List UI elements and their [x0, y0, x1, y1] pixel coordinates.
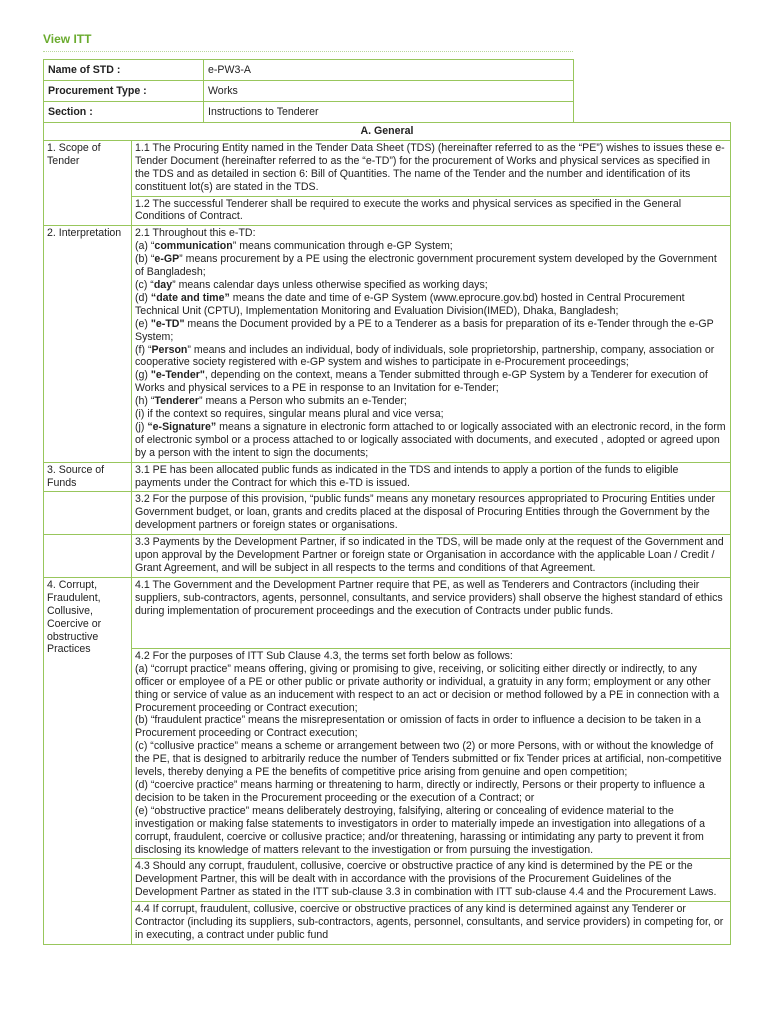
clause-text: 1.1 The Procuring Entity named in the Tender Data Sheet (TDS) (hereinafter referred to as the “PE”) wishes to issues these e- Tender Document (hereinafter referred to as the “e-TD”) for the procurement of Works and physical services as specified in the TDS and as detailed in section 6: Bill of Quantities. The name of the Tender and the number and identification of its constituent lot(s) are stated in the TDS.: [132, 140, 731, 196]
definition-text: means the Document provided by a PE to a Tenderer as a basis for preparation of its e-Tender through the e-GP System;: [135, 317, 714, 343]
subclause-line: (b) “fraudulent practice” means the misrepresentation or omission of facts in order to influence a decision to be taken in a Procurement proceeding or Contract execution;: [135, 714, 701, 740]
clause-text: 3.1 PE has been allocated public funds as indicated in the TDS and intends to apply a portion of the funds to eligible payments under the Contract for which this e-TD is issued.: [132, 462, 731, 492]
definition-item: [135, 369, 727, 395]
table-row: [44, 196, 731, 226]
definition-text: ” means and includes an individual, body of individuals, sole proprietorship, partnership, company, association or cooperative society registered with e-GP system and wishes to participate in e-Procurement proceedings;: [135, 343, 715, 369]
clause-text: 4.4 If corrupt, fraudulent, collusive, coercive or obstructive practices of any kind is determined against any Tenderer or Contractor (including its suppliers, sub-contractors, agents, personnel, consultants, and service providers) in competing for, or in executing, a contract under public fund: [132, 902, 731, 945]
std-name-label: Name of STD :: [44, 60, 204, 81]
clause-label: 3. Source of Funds: [44, 462, 132, 492]
definition-text: ” means procurement by a PE using the electronic government procurement system developed by the Government of Bangladesh;: [135, 253, 717, 279]
subclause-line: (e) “obstructive practice” means deliberately destroying, falsifying, altering or concealing of evidence material to the investigation or making false statements to investigators in order to materially impede an investigation into allegations of a corrupt, fraudulent, coercive or collusive practice; and/or threatening, harassing or intimidating any party to prevent it from disclosing its knowledge of matters relevant to the investigation or from pursuing the investigation.: [135, 804, 706, 856]
definition-term: “e-Signature”: [147, 420, 217, 433]
empty-cell: [44, 492, 132, 535]
definition-text: (g): [135, 369, 151, 382]
clause-text: 3.3 Payments by the Development Partner, if so indicated in the TDS, will be made only at the request of the Government and upon approval by the Development Partner or foreign state or Organisation in accordance with the applicable Loan / Credit / Grant Agreement, and will be subject in all respects to the terms and conditions of that Agreement.: [132, 535, 731, 578]
definition-text: (c) “: [135, 278, 154, 291]
subclause-line: 4.2 For the purposes of ITT Sub Clause 4.3, the terms set forth below as follows:: [135, 649, 513, 662]
std-name-value: e-PW3-A: [204, 60, 574, 81]
clause-label: 1. Scope of Tender: [44, 140, 132, 225]
section-heading: A. General: [44, 123, 731, 141]
definition-text: ” means calendar days unless otherwise specified as working days;: [172, 278, 488, 291]
std-info-table: [43, 59, 574, 123]
definition-term: Tenderer: [154, 395, 199, 408]
subclause-line: (d) “coercive practice” means harming or threatening to harm, directly or indirectly, Persons or their property to influence a decision to be taken in the Procurement proceeding or the execution of a Contract; or: [135, 778, 705, 804]
table-row: [44, 462, 731, 492]
definition-item: [135, 253, 727, 279]
definition-term: e-GP: [154, 253, 180, 266]
definition-term: “date and time”: [150, 291, 230, 304]
definition-text: means the date and time of e-GP System (www.eprocure.gov.bd) hosted in Central Procurement Technical Unit (CPTU), Implementation Monitoring and Evaluation Division(IMED), Dhaka, Bangladesh;: [135, 291, 685, 317]
table-row: [44, 140, 731, 196]
definition-text: (h) “: [135, 395, 155, 408]
itt-table: [43, 122, 731, 945]
divider: [43, 51, 573, 52]
definition-text: ” means a Person who submits an e-Tender;: [198, 395, 407, 408]
section-label: Section :: [44, 102, 204, 123]
definition-item: [135, 408, 727, 421]
table-row: [44, 102, 574, 123]
definition-term: day: [153, 278, 173, 291]
definition-term: "e-TD": [150, 317, 185, 330]
section-value: Instructions to Tenderer: [204, 102, 574, 123]
definition-item: [135, 421, 727, 460]
table-row: [44, 492, 731, 535]
clause-text: [132, 226, 731, 462]
definition-list: [135, 240, 727, 459]
definition-text: means a signature in electronic form attached to or logically associated with an electronic record, in the form of electronic symbol or a process attached to or logically associated with documents, and executed , adopted or agreed upon by a person with the intent to sign the documents;: [135, 420, 726, 459]
clause-text: [132, 648, 731, 859]
definition-term: Person: [151, 343, 188, 356]
definition-text: , depending on the context, means a Tender submitted through e-GP System by a Tenderer for execution of Works and physical services to a PE in response to an Invitation for e-Tender;: [135, 369, 708, 395]
definition-text: (j): [135, 420, 148, 433]
page-title: View ITT: [43, 32, 92, 46]
empty-cell: [44, 535, 132, 578]
table-row: [44, 577, 731, 648]
subclause-line: (a) “corrupt practice” means offering, giving or promising to give, receiving, or soliciting either directly or indirectly, to any officer or employee of a PE or other public or private authority or individual, a gratuity in any form; employment or any other thing or service of value as an inducement with respect to an act or decision or method followed by a PE in connection with a Procurement proceeding or Contract execution;: [135, 662, 720, 714]
definition-term: communication: [154, 240, 233, 253]
definition-text: (f) “: [135, 343, 152, 356]
clause-text: 4.3 Should any corrupt, fraudulent, collusive, coercive or obstructive practice of any kind is determined by the PE or the Development Partner, this will be dealt with in accordance with the provisions of the Procurement Guidelines of the Development Partner as stated in the ITT sub-clause 3.3 in combination with ITT sub-clause 4.4 and the Procurement Laws.: [132, 859, 731, 902]
table-row: [44, 648, 731, 859]
subclause-line: (c) “collusive practice” means a scheme or arrangement between two (2) or more Persons, with or without the knowledge of the PE, that is designed to arbitrarily reduce the number of Tenders submitted or fix Tender prices at artificial, non-competitive levels, thereby denying a PE the benefits of competitive price arising from genuine and open competition;: [135, 740, 722, 779]
definition-term: "e-Tender": [150, 369, 205, 382]
definition-item: [135, 279, 727, 292]
clause-label: 4. Corrupt, Fraudulent, Collusive, Coercive or obstructive Practices: [44, 577, 132, 944]
table-row: [44, 81, 574, 102]
definition-text: (d): [135, 291, 151, 304]
table-row: [44, 859, 731, 902]
definition-item: [135, 240, 727, 253]
definition-item: [135, 395, 727, 408]
definition-item: [135, 344, 727, 370]
definition-text: (e): [135, 317, 151, 330]
definition-text: (i) if the context so requires, singular means plural and vice versa;: [135, 408, 444, 421]
table-row: [44, 123, 731, 141]
definition-intro: 2.1 Throughout this e-TD:: [135, 227, 256, 240]
procurement-type-value: Works: [204, 81, 574, 102]
definition-text: (b) “: [135, 253, 155, 266]
table-row: [44, 902, 731, 945]
definition-text: (a) “: [135, 240, 155, 253]
clause-label: 2. Interpretation: [44, 226, 132, 462]
definition-item: [135, 292, 727, 318]
definition-item: [135, 318, 727, 344]
clause-text: 1.2 The successful Tenderer shall be required to execute the works and physical services as specified in the General Conditions of Contract.: [132, 196, 731, 226]
table-row: [44, 226, 731, 462]
procurement-type-label: Procurement Type :: [44, 81, 204, 102]
clause-text: 4.1 The Government and the Development Partner require that PE, as well as Tenderers and Contractors (including their suppliers, sub-contractors, agents, personnel, consultants, and service providers) shall observe the highest standard of ethics during implementation of procurement proceedings and the execution of Contracts under public funds.: [132, 577, 731, 648]
definition-text: ” means communication through e-GP System;: [232, 240, 453, 253]
table-row: [44, 60, 574, 81]
table-row: [44, 535, 731, 578]
clause-text: 3.2 For the purpose of this provision, “public funds” means any monetary resources appropriated to Procuring Entities under Government budget, or loan, grants and credits placed at the disposal of Procuring Entities through the Government by the development partners or foreign states or organisations.: [132, 492, 731, 535]
